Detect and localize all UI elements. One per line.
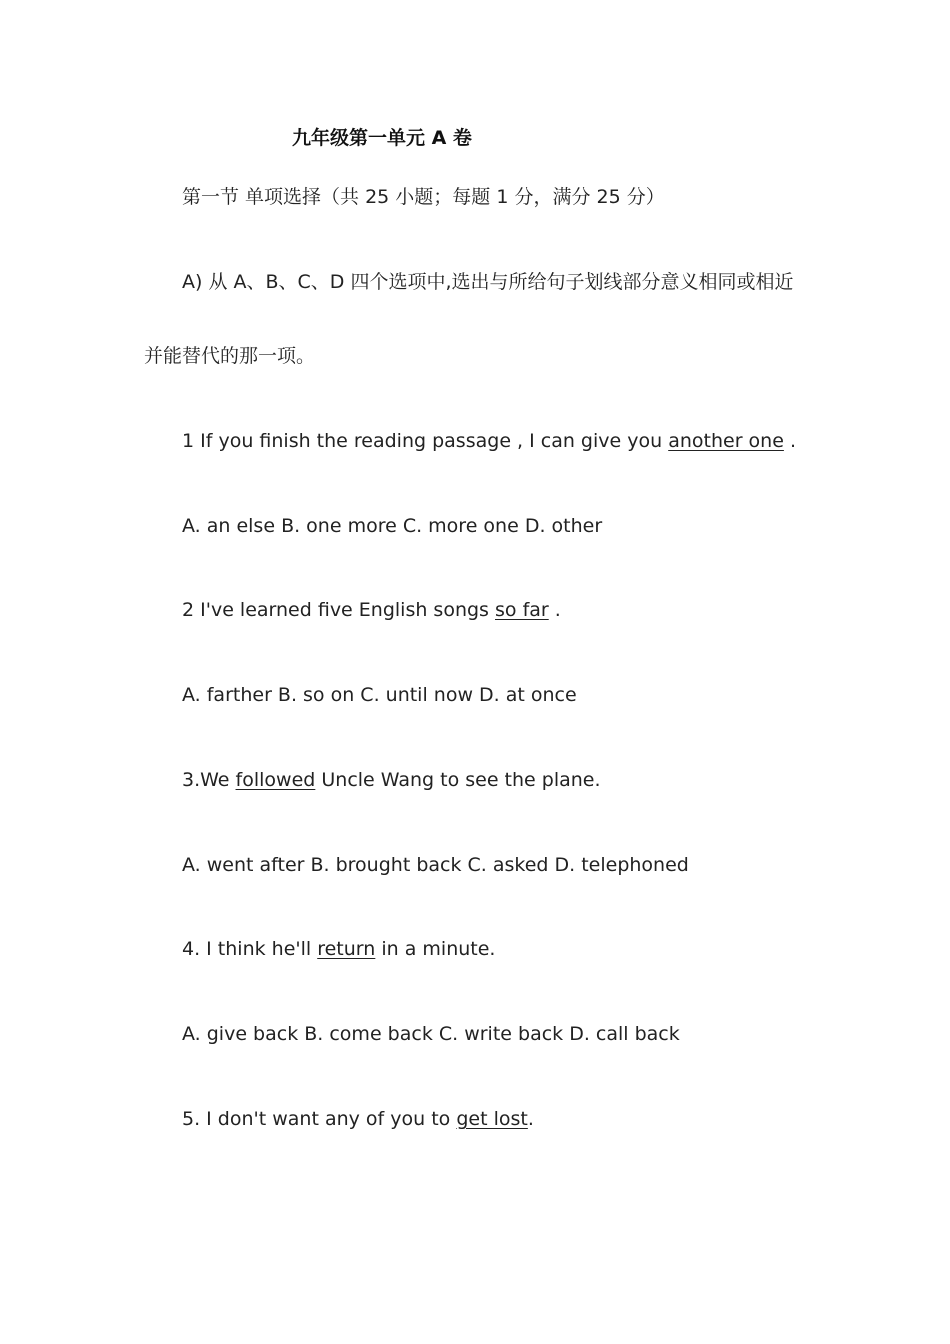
question-3-text: 3.We [182,769,236,791]
question-1-underlined: another one [668,430,784,452]
question-2-options: A. farther B. so on C. until now D. at once [182,684,577,706]
question-1-end: . [783,430,796,452]
question-1 [182,427,796,455]
question-5-underlined: get lost [456,1108,528,1130]
question-4-end: in a minute. [375,938,496,960]
question-3-end: Uncle Wang to see the plane. [315,769,601,791]
question-1-text: 1 If you finish the reading passage , I can give you [182,430,669,452]
question-3-underlined: followed [235,769,316,791]
section-heading: 第一节 单项选择（共 25 小题；每题 1 分，满分 25 分） [182,186,665,208]
instruction-line-2: 并能替代的那一项。 [144,345,316,367]
question-2 [182,596,561,624]
question-2-underlined: so far [495,599,549,621]
question-5 [182,1105,534,1133]
page-title: 九年级第一单元 A 卷 [292,127,472,149]
question-2-end: . [548,599,561,621]
question-3-options: A. went after B. brought back C. asked D. telephoned [182,854,689,876]
instruction-line-1: A) 从 A、B、C、D 四个选项中,选出与所给句子划线部分意义相同或相近 [182,271,794,293]
question-4-options: A. give back B. come back C. write back D. call back [182,1023,680,1045]
question-3 [182,766,601,794]
question-4-underlined: return [317,938,376,960]
question-2-text: 2 I've learned five English songs [182,599,495,621]
question-4 [182,935,495,963]
question-4-text: 4. I think he'll [182,938,318,960]
question-1-options: A. an else B. one more C. more one D. other [182,515,603,537]
question-5-end: . [527,1108,534,1130]
question-5-text: 5. I don't want any of you to [182,1108,457,1130]
